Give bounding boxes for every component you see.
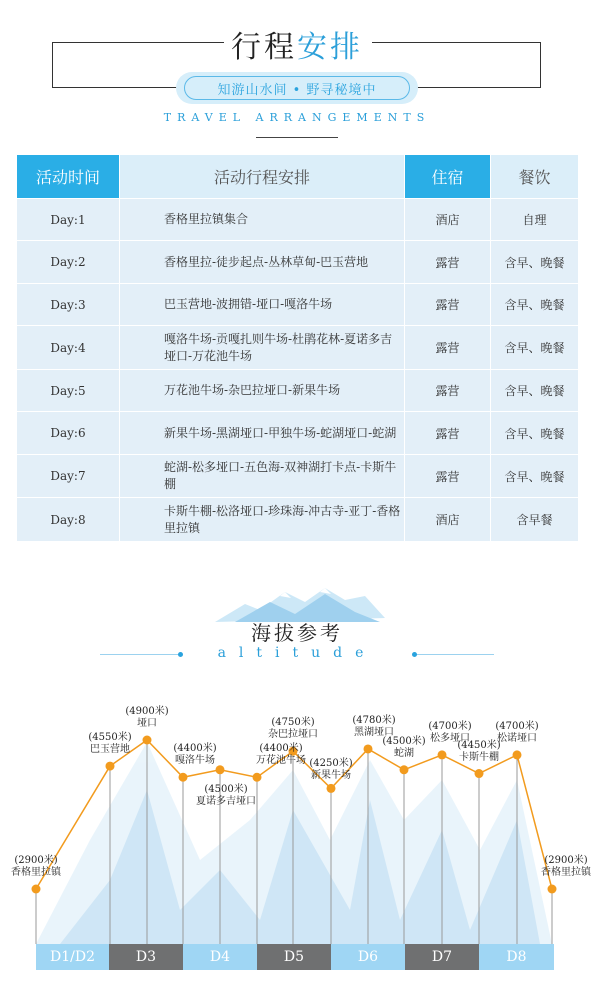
altitude-label [173,743,216,767]
altitude-label-name: 香格里拉镇 [11,867,61,878]
row-route: 嘎洛牛场-贡嘎扎则牛场-杜鹃花林-夏诺多吉垭口-万花池牛场 [120,326,405,370]
table-row [17,498,579,542]
table-row [17,455,579,498]
row-stay: 露营 [405,241,491,284]
table-header-row [17,155,579,199]
table-row [17,326,579,370]
row-stay: 露营 [405,455,491,498]
altitude-label-value: (4700米) [495,720,539,732]
slogan-ribbon [176,72,418,104]
row-day: Day:6 [17,412,120,455]
page-title-part1: 行程 [231,30,297,65]
altitude-title: 海拔参考 [251,621,343,645]
altitude-label [88,732,131,756]
altitude-label [11,855,61,879]
table-row [17,412,579,455]
altitude-point [438,750,447,759]
altitude-point [513,750,522,759]
altitude-label-name: 垭口 [136,718,157,729]
altitude-label-name: 新果牛场 [310,770,351,782]
row-stay: 酒店 [405,498,491,542]
altitude-label [382,736,425,760]
header-meal: 餐饮 [491,155,579,199]
altitude-point [548,885,557,894]
row-stay: 露营 [405,370,491,412]
slogan-text: 知游山水间 • 野寻秘境中 [184,76,410,100]
row-day: Day:4 [17,326,120,370]
row-stay: 露营 [405,326,491,370]
header-stay: 住宿 [405,155,491,199]
altitude-label [457,740,500,764]
row-route: 卡斯牛棚-松洛垭口-珍珠海-冲古寺-亚丁-香格里拉镇 [120,498,405,542]
altitude-label [268,717,318,741]
row-stay: 露营 [405,412,491,455]
altitude-label [196,784,256,808]
altitude-point [253,773,262,782]
row-route: 蛇湖-松多垭口-五色海-双神湖打卡点-卡斯牛棚 [120,455,405,498]
altitude-label-name: 蛇湖 [393,747,414,759]
altitude-label-name: 松多垭口 [429,732,470,744]
day-segment: D5 [257,944,331,970]
row-meal: 含早、晚餐 [491,326,579,370]
row-route: 新果牛场-黑湖垭口-甲独牛场-蛇湖垭口-蛇湖 [120,412,405,455]
altitude-label-value: (4550米) [88,732,132,744]
table-row [17,241,579,284]
altitude-label-name: 巴玉营地 [89,744,130,756]
altitude-subtitle-en: altitude [217,645,377,661]
row-route: 香格里拉镇集合 [120,199,405,241]
altitude-label-value: (4250米) [309,758,353,770]
row-day: Day:5 [17,370,120,412]
row-day: Day:8 [17,498,120,542]
page-title [0,22,594,66]
row-day: Day:7 [17,455,120,498]
subtitle-underline [256,137,338,138]
altitude-point [475,769,484,778]
altitude-label-value: (4780米) [352,714,396,726]
altitude-point [143,736,152,745]
altitude-label-name: 嘎洛牛场 [174,755,215,767]
table-row [17,284,579,326]
altitude-label [256,743,306,767]
header-route: 活动行程安排 [120,155,405,199]
altitude-label-value: (2900米) [544,855,588,866]
row-route: 香格里拉-徒步起点-丛林草甸-巴玉营地 [120,241,405,284]
altitude-label-name: 杂巴拉垭口 [268,729,318,741]
altitude-label-name: 黑湖垭口 [353,726,394,738]
row-meal: 含早、晚餐 [491,241,579,284]
header-time: 活动时间 [17,155,120,199]
altitude-label-value: (4400米) [173,743,217,755]
altitude-label-value: (4750米) [271,717,315,729]
altitude-point [400,765,409,774]
altitude-label-name: 万花池牛场 [256,755,306,767]
row-meal: 含早、晚餐 [491,455,579,498]
altitude-label-name: 夏诺多吉垭口 [196,795,256,807]
altitude-label-value: (4900米) [125,706,169,717]
row-stay: 酒店 [405,199,491,241]
day-segment: D1/D2 [36,944,109,970]
row-meal: 含早餐 [491,498,579,542]
altitude-point [32,885,41,894]
row-meal: 自理 [491,199,579,241]
altitude-point [216,765,225,774]
altitude-point [364,744,373,753]
row-day: Day:1 [17,199,120,241]
row-stay: 露营 [405,284,491,326]
day-segment: D4 [183,944,257,970]
altitude-label [125,706,168,730]
altitude-label-value: (4450米) [457,739,501,751]
itinerary-table [16,154,579,542]
altitude-label-name: 卡斯牛棚 [458,751,499,763]
day-segment: D3 [109,944,183,970]
altitude-point [327,784,336,793]
altitude-label [495,721,538,745]
table-row [17,199,579,241]
altitude-label [541,855,591,879]
row-meal: 含早、晚餐 [491,412,579,455]
day-segment: D6 [331,944,405,970]
table-row [17,370,579,412]
altitude-label [309,758,352,782]
altitude-label-name: 松诺垭口 [496,732,537,744]
subtitle-en: TRAVEL ARRANGEMENTS [163,111,431,124]
altitude-label-name: 香格里拉镇 [541,867,591,878]
altitude-point [106,762,115,771]
day-segment: D8 [479,944,554,970]
altitude-label-value: (4700米) [428,720,472,732]
altitude-label-value: (4500米) [204,783,248,795]
altitude-label-value: (4400米) [259,743,303,755]
altitude-point [179,773,188,782]
row-meal: 含早、晚餐 [491,284,579,326]
altitude-label-value: (4500米) [382,735,426,747]
row-day: Day:2 [17,241,120,284]
row-route: 万花池牛场-杂巴拉垭口-新果牛场 [120,370,405,412]
row-route: 巴玉营地-波拥错-垭口-嘎洛牛场 [120,284,405,326]
altitude-label-value: (2900米) [14,855,58,866]
row-day: Day:3 [17,284,120,326]
row-meal: 含早、晚餐 [491,370,579,412]
page-title-part2: 安排 [297,30,363,65]
day-segment: D7 [405,944,479,970]
